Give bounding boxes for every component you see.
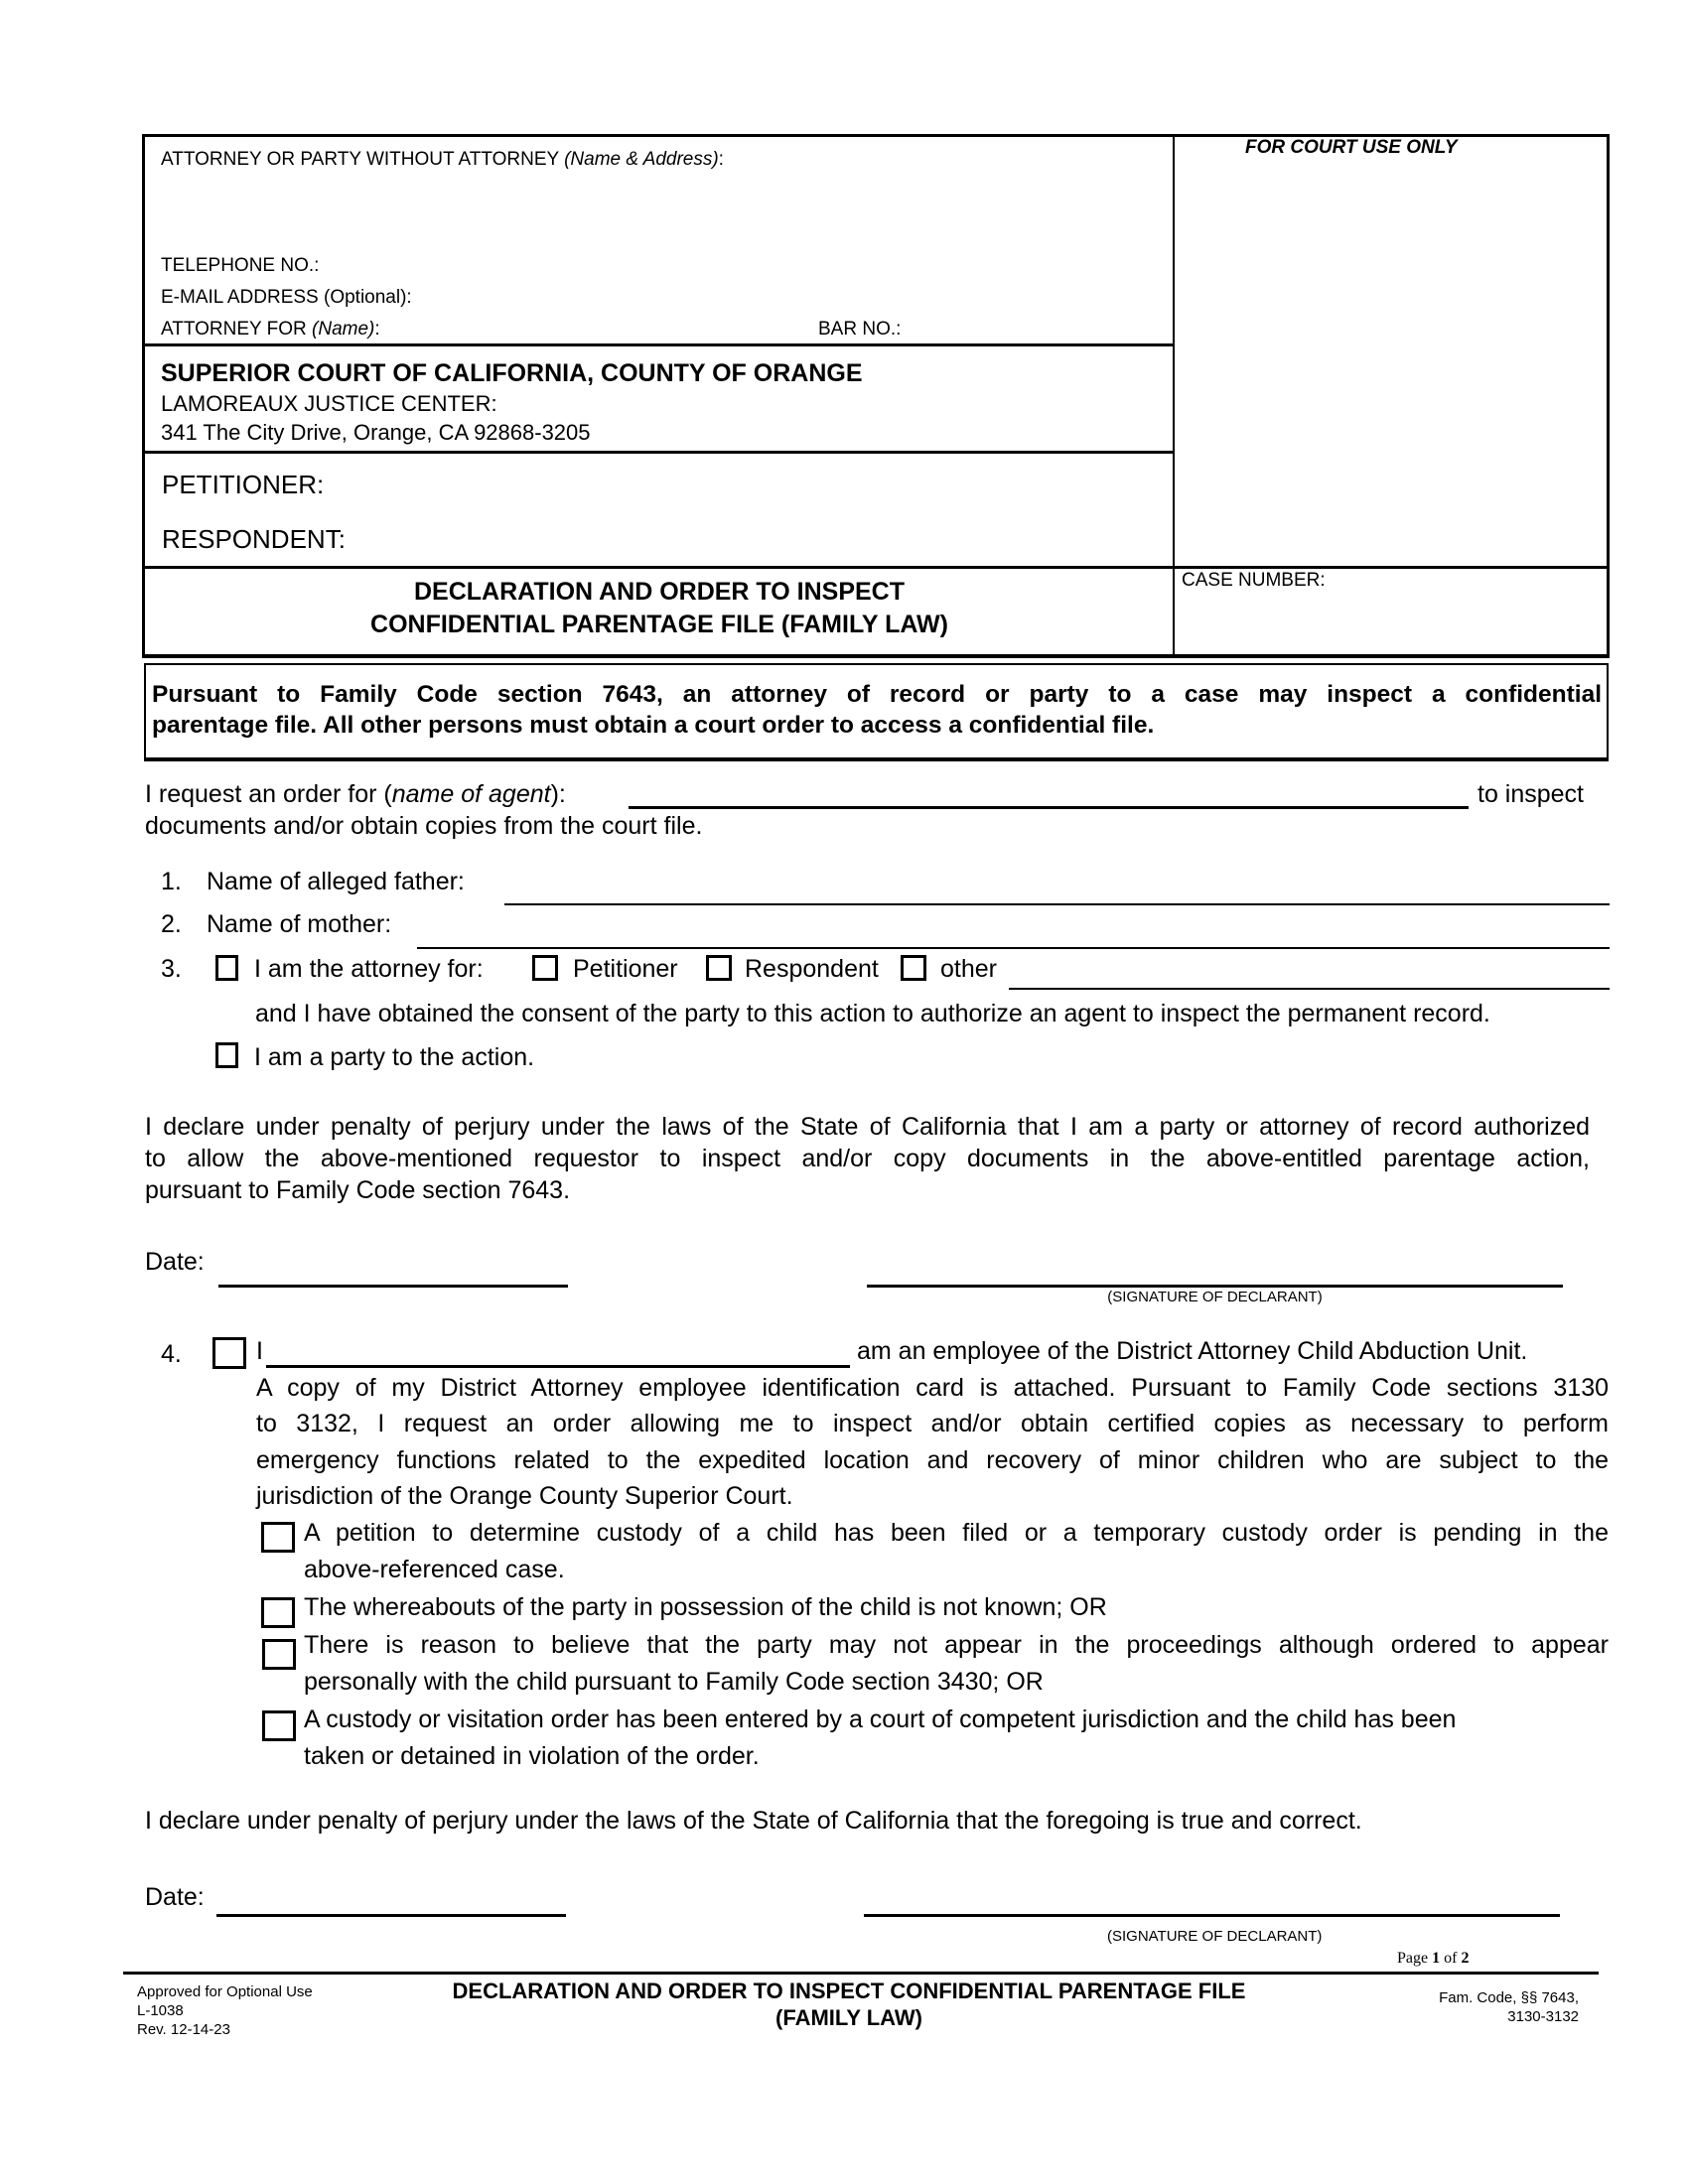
petitioner-input[interactable] xyxy=(338,472,1152,499)
declaration1-line2: to allow the above-mentioned requestor to inspect and/or copy documents in the above-entitled parentage action, xyxy=(145,1145,1590,1172)
date1-input[interactable] xyxy=(218,1263,568,1288)
mother-name-input[interactable] xyxy=(417,925,1610,949)
item1-number: 1. xyxy=(161,868,182,895)
divider-court-parties xyxy=(142,451,1175,454)
telephone-input[interactable] xyxy=(328,253,1162,275)
attorney-for-input[interactable] xyxy=(417,317,814,339)
footer-revision: Rev. 12-14-23 xyxy=(137,2021,230,2038)
notice-line2: parentage file. All other persons must obtain a court order to access a confidential file. xyxy=(152,712,1155,739)
divider-attorney-court xyxy=(142,343,1175,346)
item1-label: Name of alleged father: xyxy=(207,868,465,895)
footer-form-number: L-1038 xyxy=(137,2002,184,2019)
whereabouts-unknown-checkbox[interactable] xyxy=(261,1597,295,1628)
date1-label: Date: xyxy=(145,1248,205,1276)
item4-prefix: I xyxy=(256,1337,263,1365)
option3-line2: personally with the child pursuant to Family Code section 3430; OR xyxy=(304,1668,1044,1696)
page-indicator: Page 1 of 2 xyxy=(1397,1950,1470,1967)
option4-line2: taken or detained in violation of the order. xyxy=(304,1742,760,1770)
petitioner-checkbox[interactable] xyxy=(532,955,558,981)
notice-box xyxy=(144,663,1609,761)
date2-input[interactable] xyxy=(216,1892,566,1917)
email-label: E-MAIL ADDRESS (Optional): xyxy=(161,287,412,308)
item4-para-line3: emergency functions related to the expedited location and recovery of minor children who are subject to the xyxy=(256,1446,1609,1474)
item4-para-line4: jurisdiction of the Orange County Superior Court. xyxy=(256,1482,793,1510)
court-center: LAMOREAUX JUSTICE CENTER: xyxy=(161,391,497,416)
attorney-name-address-input[interactable] xyxy=(161,179,1154,201)
other-party-input[interactable] xyxy=(1009,966,1610,990)
footer-title-line1: DECLARATION AND ORDER TO INSPECT CONFIDENTIAL PARENTAGE FILE xyxy=(452,1979,1246,2003)
footer-code-line1: Fam. Code, §§ 7643, xyxy=(1439,1989,1579,2006)
court-use-only-label: FOR COURT USE ONLY xyxy=(1245,137,1458,158)
form-title-line1: DECLARATION AND ORDER TO INSPECT xyxy=(414,578,905,606)
custody-order-violation-checkbox[interactable] xyxy=(262,1710,296,1741)
option2-line1: The whereabouts of the party in possession of the child is not known; OR xyxy=(304,1593,1107,1621)
option1-line2: above-referenced case. xyxy=(304,1556,565,1583)
item2-label: Name of mother: xyxy=(207,910,392,938)
option4-line1: A custody or visitation order has been entered by a court of competent jurisdiction and the child has been xyxy=(304,1706,1457,1733)
signature2-input[interactable] xyxy=(864,1892,1560,1917)
footer-code-line2: 3130-3132 xyxy=(1507,2008,1579,2025)
divider-parties-title xyxy=(142,566,1610,569)
court-name: SUPERIOR COURT OF CALIFORNIA, COUNTY OF ORANGE xyxy=(161,359,863,387)
item4-para-line1: A copy of my District Attorney employee identification card is attached. Pursuant to Family Code sections 3130 xyxy=(256,1374,1609,1402)
custody-petition-checkbox[interactable] xyxy=(261,1522,295,1553)
option3-line1: There is reason to believe that the party may not appear in the proceedings although ordered to appear xyxy=(304,1631,1609,1659)
respondent-label: RESPONDENT: xyxy=(162,524,346,554)
request-label: I request an order for (name of agent): xyxy=(145,780,566,808)
da-employee-name-input[interactable] xyxy=(266,1343,850,1368)
declaration1-line1: I declare under penalty of perjury under the laws of the State of California that I am a party or attorney of record authorized xyxy=(145,1113,1590,1141)
email-input[interactable] xyxy=(467,285,1162,307)
party-text: I am a party to the action. xyxy=(254,1043,535,1071)
item4-suffix: am an employee of the District Attorney Child Abduction Unit. xyxy=(857,1337,1528,1365)
court-address: 341 The City Drive, Orange, CA 92868-3205 xyxy=(161,420,591,445)
case-number-input[interactable] xyxy=(1184,601,1599,640)
form-title-line2: CONFIDENTIAL PARENTAGE FILE (FAMILY LAW) xyxy=(370,611,948,638)
item2-number: 2. xyxy=(161,910,182,938)
attorney-name-address-label: ATTORNEY OR PARTY WITHOUT ATTORNEY (Name & Address): xyxy=(161,149,724,170)
other-option-label: other xyxy=(940,955,997,983)
telephone-label: TELEPHONE NO.: xyxy=(161,255,320,276)
petitioner-option-label: Petitioner xyxy=(573,955,678,983)
case-number-label: CASE NUMBER: xyxy=(1182,570,1326,591)
petitioner-label: PETITIONER: xyxy=(162,470,325,499)
signature1-caption: (SIGNATURE OF DECLARANT) xyxy=(1107,1289,1323,1305)
consent-text: and I have obtained the consent of the party to this action to authorize an agent to inspect the permanent record. xyxy=(255,1000,1490,1027)
notice-line1: Pursuant to Family Code section 7643, an attorney of record or party to a case may inspect a confidential xyxy=(152,681,1602,708)
signature1-input[interactable] xyxy=(867,1263,1563,1288)
respondent-checkbox[interactable] xyxy=(706,955,732,981)
other-checkbox[interactable] xyxy=(901,955,926,981)
item3-number: 3. xyxy=(161,955,182,983)
attorney-for-label: ATTORNEY FOR (Name): xyxy=(161,319,380,340)
request-line2: documents and/or obtain copies from the court file. xyxy=(145,812,703,840)
footer-title-line2: (FAMILY LAW) xyxy=(775,2005,922,2030)
signature2-caption: (SIGNATURE OF DECLARANT) xyxy=(1107,1928,1323,1945)
party-checkbox[interactable] xyxy=(215,1042,238,1068)
footer-rule xyxy=(123,1972,1599,1975)
request-suffix: to inspect xyxy=(1477,780,1585,808)
respondent-input[interactable] xyxy=(367,526,1152,554)
bar-no-input[interactable] xyxy=(914,317,1162,339)
da-employee-checkbox[interactable] xyxy=(212,1337,246,1369)
bar-no-label: BAR NO.: xyxy=(818,319,902,340)
respondent-option-label: Respondent xyxy=(745,955,879,983)
date2-label: Date: xyxy=(145,1883,205,1911)
may-not-appear-checkbox[interactable] xyxy=(262,1639,296,1670)
caption-right-border xyxy=(1607,134,1610,657)
declaration2-text: I declare under penalty of perjury under the laws of the State of California that the foregoing is true and correct. xyxy=(145,1807,1362,1835)
declaration1-line3: pursuant to Family Code section 7643. xyxy=(145,1176,571,1204)
footer-approved: Approved for Optional Use xyxy=(137,1983,313,2000)
option1-line1: A petition to determine custody of a child has been filed or a temporary custody order is pending in the xyxy=(304,1519,1609,1547)
attorney-for-checkbox[interactable] xyxy=(215,955,238,981)
item4-number: 4. xyxy=(161,1340,182,1368)
alleged-father-input[interactable] xyxy=(504,882,1610,905)
attorney-for-text: I am the attorney for: xyxy=(254,955,484,983)
item4-para-line2: to 3132, I request an order allowing me to inspect and/or obtain certified copies as necessary to perform xyxy=(256,1410,1609,1437)
caption-bottom-border xyxy=(142,654,1610,658)
agent-name-input[interactable] xyxy=(629,784,1469,809)
